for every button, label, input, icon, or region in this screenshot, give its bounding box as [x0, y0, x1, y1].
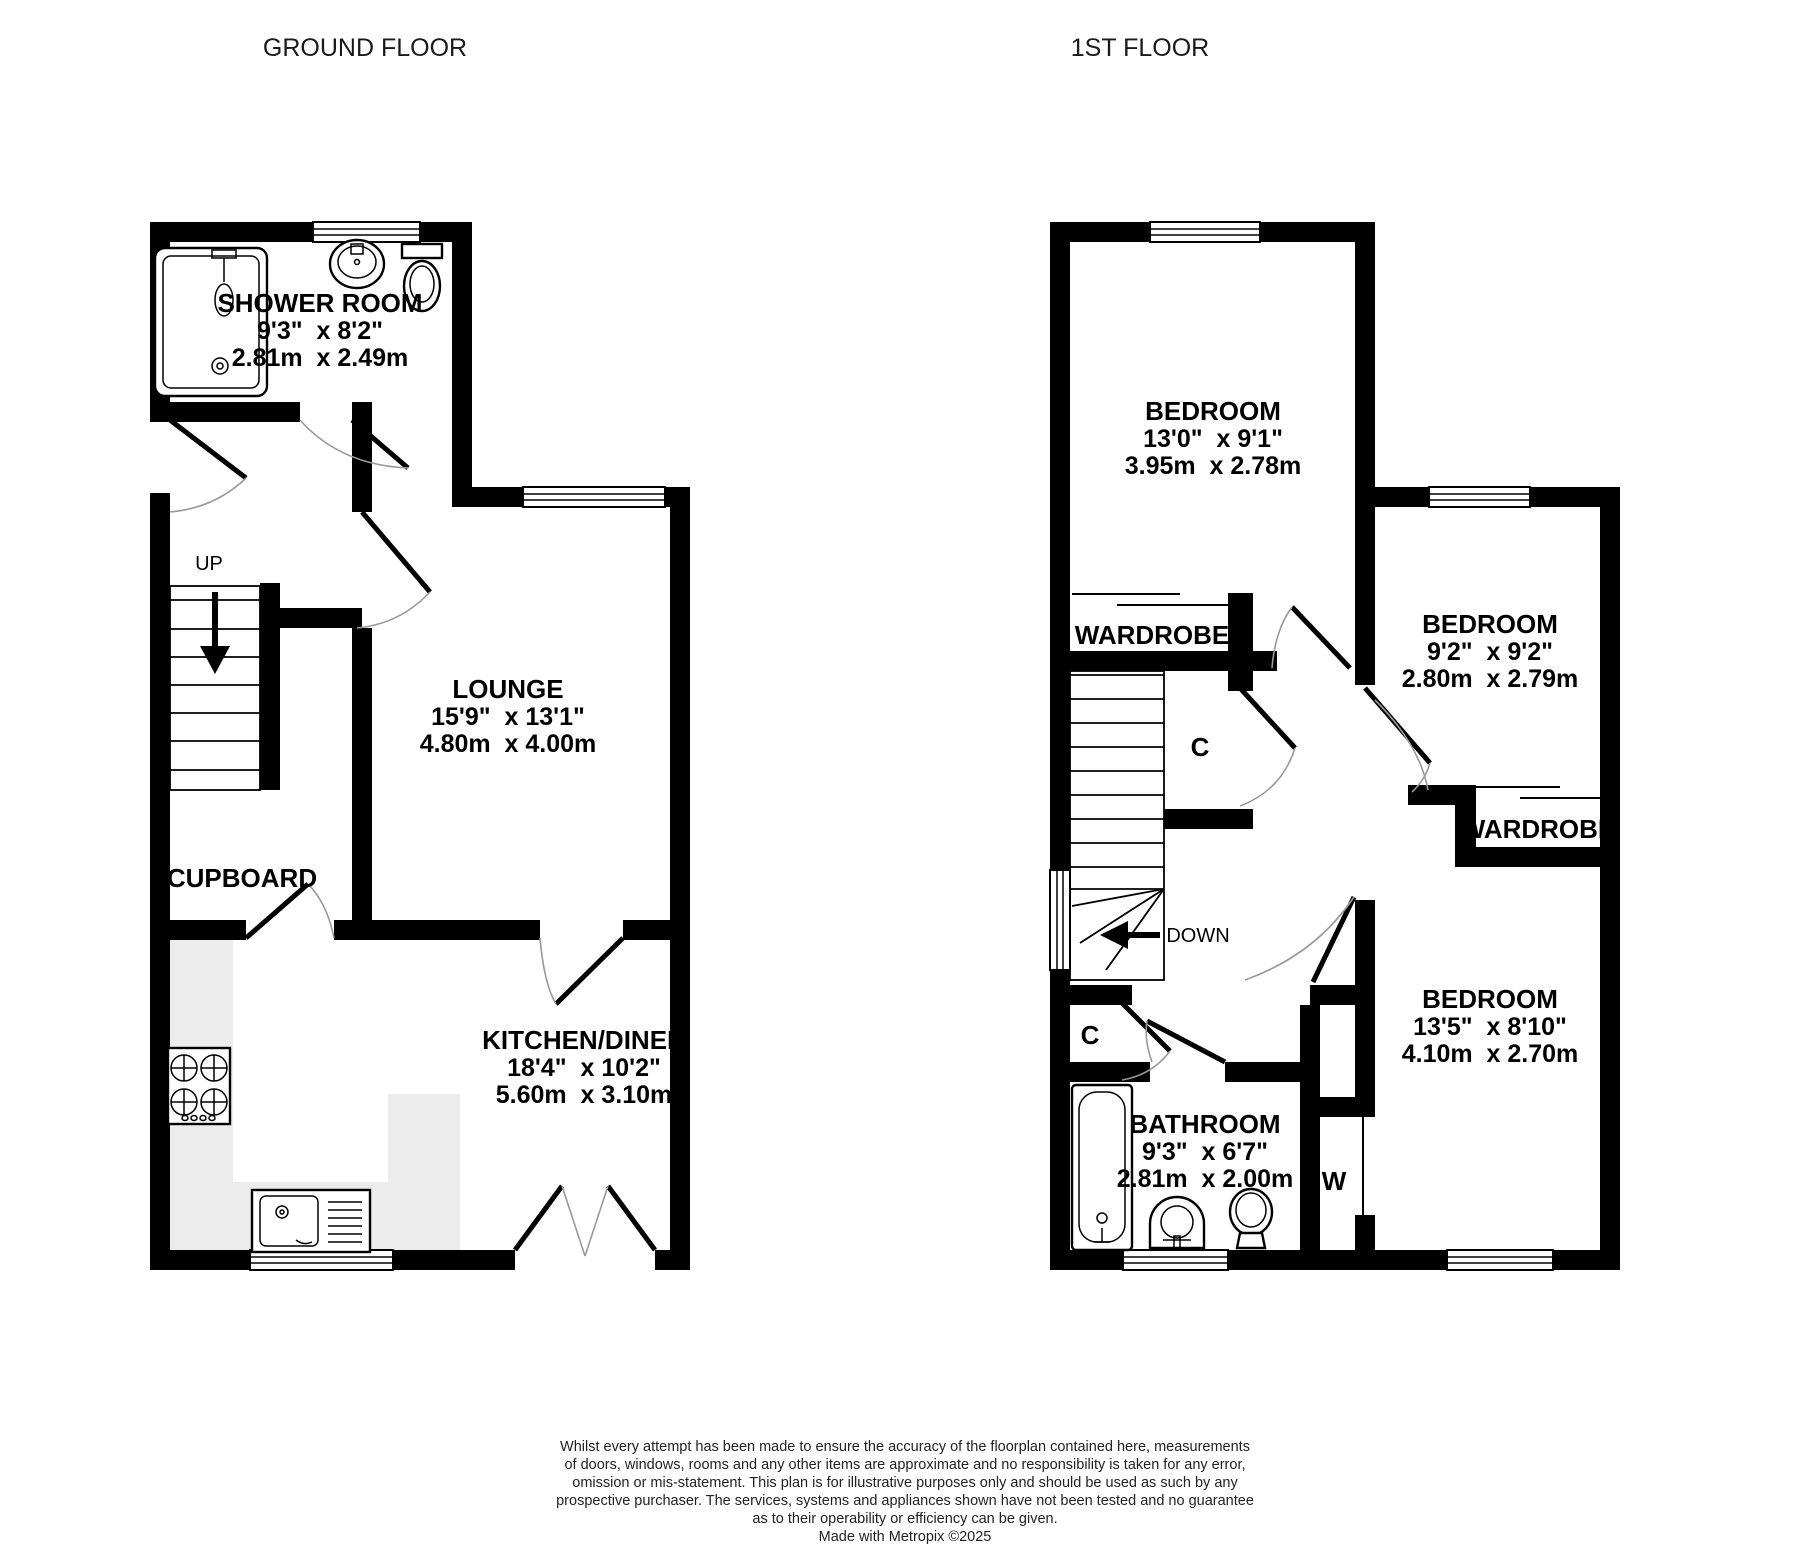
cupboard-label: CUPBOARD — [166, 863, 318, 893]
window — [1447, 1250, 1553, 1270]
bedroom-middle-label: BEDROOM — [1422, 609, 1558, 639]
shower-room-metric: 2.81m x 2.49m — [231, 344, 409, 372]
bedroom-bottom-metric: 4.10m x 2.70m — [1401, 1040, 1579, 1068]
window — [523, 487, 665, 507]
window — [313, 222, 420, 242]
wall — [334, 920, 540, 940]
bathroom-metric: 2.81m x 2.00m — [1116, 1165, 1294, 1193]
kitchen-diner-label: KITCHEN/DINER — [482, 1025, 686, 1055]
disclaimer-line: omission or mis-statement. This plan is for illustrative purposes only and should be used as such by any — [572, 1475, 1238, 1491]
kitchen-door — [540, 938, 623, 1004]
wall — [150, 222, 472, 242]
wall — [1050, 242, 1070, 1270]
shower-icon — [155, 248, 267, 396]
french-doors — [515, 1186, 655, 1256]
disclaimer-line: as to their operability or efficiency can be given. — [752, 1511, 1058, 1527]
wardrobe-right-label: WARDROBE — [1460, 814, 1616, 844]
bathroom-imperial: 9'3" x 6'7" — [1142, 1138, 1268, 1166]
wall — [1455, 847, 1620, 867]
wall — [1600, 507, 1620, 1270]
toilet-icon — [1230, 1189, 1272, 1248]
stairs-down-label: DOWN — [1166, 925, 1230, 947]
kitchen-diner-imperial: 18'4" x 10'2" — [507, 1054, 661, 1082]
wall — [352, 628, 372, 920]
wall — [278, 608, 362, 628]
disclaimer-line: prospective purchaser. The services, systems and appliances shown have not been tested and no guarantee — [556, 1493, 1254, 1509]
window — [1123, 1250, 1228, 1270]
wall — [623, 920, 690, 940]
bedroom-bottom-imperial: 13'5" x 8'10" — [1413, 1013, 1567, 1041]
wall — [1355, 1215, 1375, 1250]
ground-floor-plan — [150, 222, 690, 1270]
bedroom-door — [1272, 607, 1350, 668]
bedroom-door — [1245, 897, 1354, 982]
wall — [1355, 242, 1375, 487]
wall — [670, 507, 690, 1270]
disclaimer — [556, 1439, 1254, 1545]
wall — [1300, 1005, 1320, 1250]
window — [1429, 487, 1530, 507]
closet-landing-label: C — [1190, 732, 1210, 762]
wall — [1050, 1062, 1150, 1082]
kitchen-peninsula — [388, 1094, 460, 1252]
bedroom-door — [1365, 688, 1430, 792]
bedroom-middle-metric: 2.80m x 2.79m — [1401, 665, 1579, 693]
lounge-door — [357, 512, 430, 628]
ground-floor-title: GROUND FLOOR — [262, 34, 468, 62]
kitchen-sink-icon — [252, 1190, 370, 1252]
shower-room-imperial: 9'3" x 8'2" — [257, 317, 383, 345]
wall — [1112, 985, 1132, 1005]
first-floor-plan — [1050, 222, 1620, 1270]
bathroom-label: BATHROOM — [1129, 1109, 1281, 1139]
closet-door — [1240, 688, 1295, 806]
bedroom-middle-imperial: 9'2" x 9'2" — [1427, 638, 1553, 666]
window — [1050, 870, 1070, 970]
bedroom-top-imperial: 13'0" x 9'1" — [1143, 425, 1283, 453]
sink-icon — [330, 240, 384, 288]
lounge-label: LOUNGE — [452, 674, 564, 704]
wall — [260, 583, 280, 790]
wall — [1355, 900, 1375, 1117]
stairs-up-label: UP — [195, 553, 223, 575]
wall — [452, 242, 472, 507]
closet-hall-label: C — [1080, 1020, 1100, 1050]
disclaimer-line: of doors, windows, rooms and any other items are approximate and no responsibility is taken for any error, — [564, 1457, 1246, 1473]
wall — [1310, 985, 1355, 1005]
kitchen-diner-metric: 5.60m x 3.10m — [495, 1081, 673, 1109]
sink-icon — [1150, 1197, 1204, 1248]
wall — [1225, 1062, 1300, 1082]
first-floor-title: 1ST FLOOR — [1070, 34, 1210, 62]
lounge-imperial: 15'9" x 13'1" — [431, 703, 585, 731]
wall — [655, 1250, 690, 1270]
shower-room-label: SHOWER ROOM — [217, 288, 423, 318]
wall — [1164, 809, 1253, 829]
bedroom-top-metric: 3.95m x 2.78m — [1124, 452, 1302, 480]
wall — [150, 920, 246, 940]
metropix-credit: Made with Metropix ©2025 — [818, 1529, 992, 1545]
bedroom-top-label: BEDROOM — [1145, 396, 1281, 426]
wardrobe-top-label: WARDROBE — [1074, 620, 1230, 650]
hob-icon — [168, 1048, 230, 1124]
lounge-metric: 4.80m x 4.00m — [419, 730, 597, 758]
stairs-down — [1070, 671, 1164, 980]
stairs-up — [170, 586, 260, 790]
wall — [1300, 1097, 1375, 1117]
wall — [1355, 507, 1375, 685]
wardrobe-w-label: W — [1321, 1166, 1347, 1196]
disclaimer-line: Whilst every attempt has been made to ensure the accuracy of the floorplan contained here, measurements — [560, 1439, 1250, 1455]
bedroom-bottom-label: BEDROOM — [1422, 984, 1558, 1014]
window — [1150, 222, 1260, 242]
front-door — [170, 420, 246, 512]
